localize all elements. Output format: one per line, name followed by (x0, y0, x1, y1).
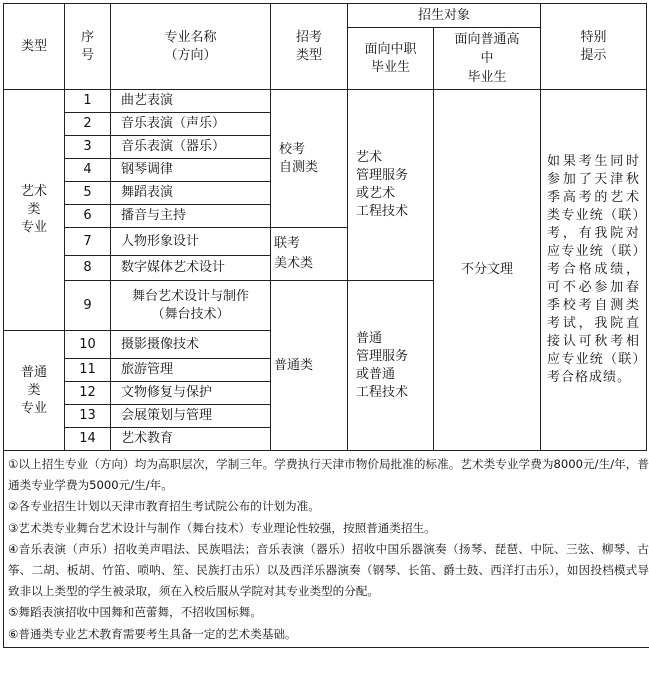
category-art: 艺术 类 专业 (4, 90, 65, 331)
note-item: ⑤舞蹈表演招收中国舞和芭蕾舞，不招收国标舞。 (8, 605, 262, 620)
exam-type-school: 校考 自测类 (271, 90, 348, 228)
exam-type-joint: 联考 美术类 (271, 228, 348, 281)
special-tip: 如果考生同时参加了天津秋季高考的艺术类专业统（联）考，有我院对应专业统（联）考合格成绩，可不必参加春季校考自测类考试，我院直接认可秋考相应专业统（联）考合格成绩。 (541, 90, 647, 451)
row-number: 11 (65, 359, 111, 382)
row-number: 13 (65, 405, 111, 428)
header-seq: 序 号 (65, 4, 111, 90)
header-target-vocational: 面向中职 毕业生 (348, 28, 434, 90)
major-name: 播音与主持 (111, 205, 271, 228)
major-name: 音乐表演（声乐） (111, 113, 271, 136)
major-name: 曲艺表演 (111, 90, 271, 113)
major-name: 文物修复与保护 (111, 382, 271, 405)
highschool-target: 不分文理 (434, 90, 541, 451)
row-number: 3 (65, 136, 111, 159)
row-number: 12 (65, 382, 111, 405)
major-name: 舞蹈表演 (111, 182, 271, 205)
category-general: 普通 类 专业 (4, 331, 65, 451)
row-number: 6 (65, 205, 111, 228)
row-number: 2 (65, 113, 111, 136)
major-name: 音乐表演（器乐） (111, 136, 271, 159)
row-number: 8 (65, 256, 111, 281)
note-item: ④音乐表演（声乐）招收美声唱法、民族唱法；音乐表演（器乐）招收中国乐器演奏（扬琴、琵琶、中阮、三弦、柳琴、古筝、二胡、板胡、竹笛、唢呐、笙、民族打击乐）以及西洋乐器演奏（钢琴、长笛、爵士鼓、西洋打击乐），如因投档模式导致非以上类型的学生被录取，须在入校后服从学院对其专业类型的分配。 (8, 541, 649, 599)
note-item: ②各专业招生计划以天津市教育招生考试院公布的计划为准。 (8, 499, 320, 514)
row-number: 5 (65, 182, 111, 205)
note-item: ③艺术类专业舞台艺术设计与制作（舞台技术）专业理论性较强，按照普通类招生。 (8, 520, 436, 535)
notes-section (3, 451, 649, 648)
header-type: 类型 (4, 4, 65, 90)
row-number: 1 (65, 90, 111, 113)
note-item: ⑥普通类专业艺术教育需要考生具备一定的艺术类基础。 (8, 626, 297, 641)
header-exam-type: 招考 类型 (271, 4, 348, 90)
table-row (4, 90, 647, 113)
major-name: 舞台艺术设计与制作 （舞台技术） (111, 281, 271, 331)
row-number: 10 (65, 331, 111, 359)
major-name: 摄影摄像技术 (111, 331, 271, 359)
row-number: 14 (65, 428, 111, 451)
major-name: 艺术教育 (111, 428, 271, 451)
row-number: 7 (65, 228, 111, 256)
major-name: 钢琴调律 (111, 159, 271, 182)
header-target-highschool: 面向普通高 中 毕业生 (434, 28, 541, 90)
vocational-art: 艺术 管理服务 或艺术 工程技术 (348, 90, 434, 281)
header-major: 专业名称 （方向） (111, 4, 271, 90)
admission-table (3, 3, 647, 451)
row-number: 9 (65, 281, 111, 331)
major-name: 旅游管理 (111, 359, 271, 382)
major-name: 会展策划与管理 (111, 405, 271, 428)
header-row-1 (4, 4, 647, 28)
header-target: 招生对象 (348, 4, 541, 28)
admission-table-document (3, 3, 649, 648)
note-item: ①以上招生专业（方向）均为高职层次，学制三年。学费执行天津市物价局批准的标准。艺术类专业学费为8000元/生/年，普通类专业学费为5000元/生/年。 (8, 457, 649, 493)
row-number: 4 (65, 159, 111, 182)
major-name: 人物形象设计 (111, 228, 271, 256)
vocational-general: 普通 管理服务 或普通 工程技术 (348, 281, 434, 451)
major-name: 数字媒体艺术设计 (111, 256, 271, 281)
exam-type-general: 普通类 (271, 281, 348, 451)
header-note: 特别 提示 (541, 4, 647, 90)
